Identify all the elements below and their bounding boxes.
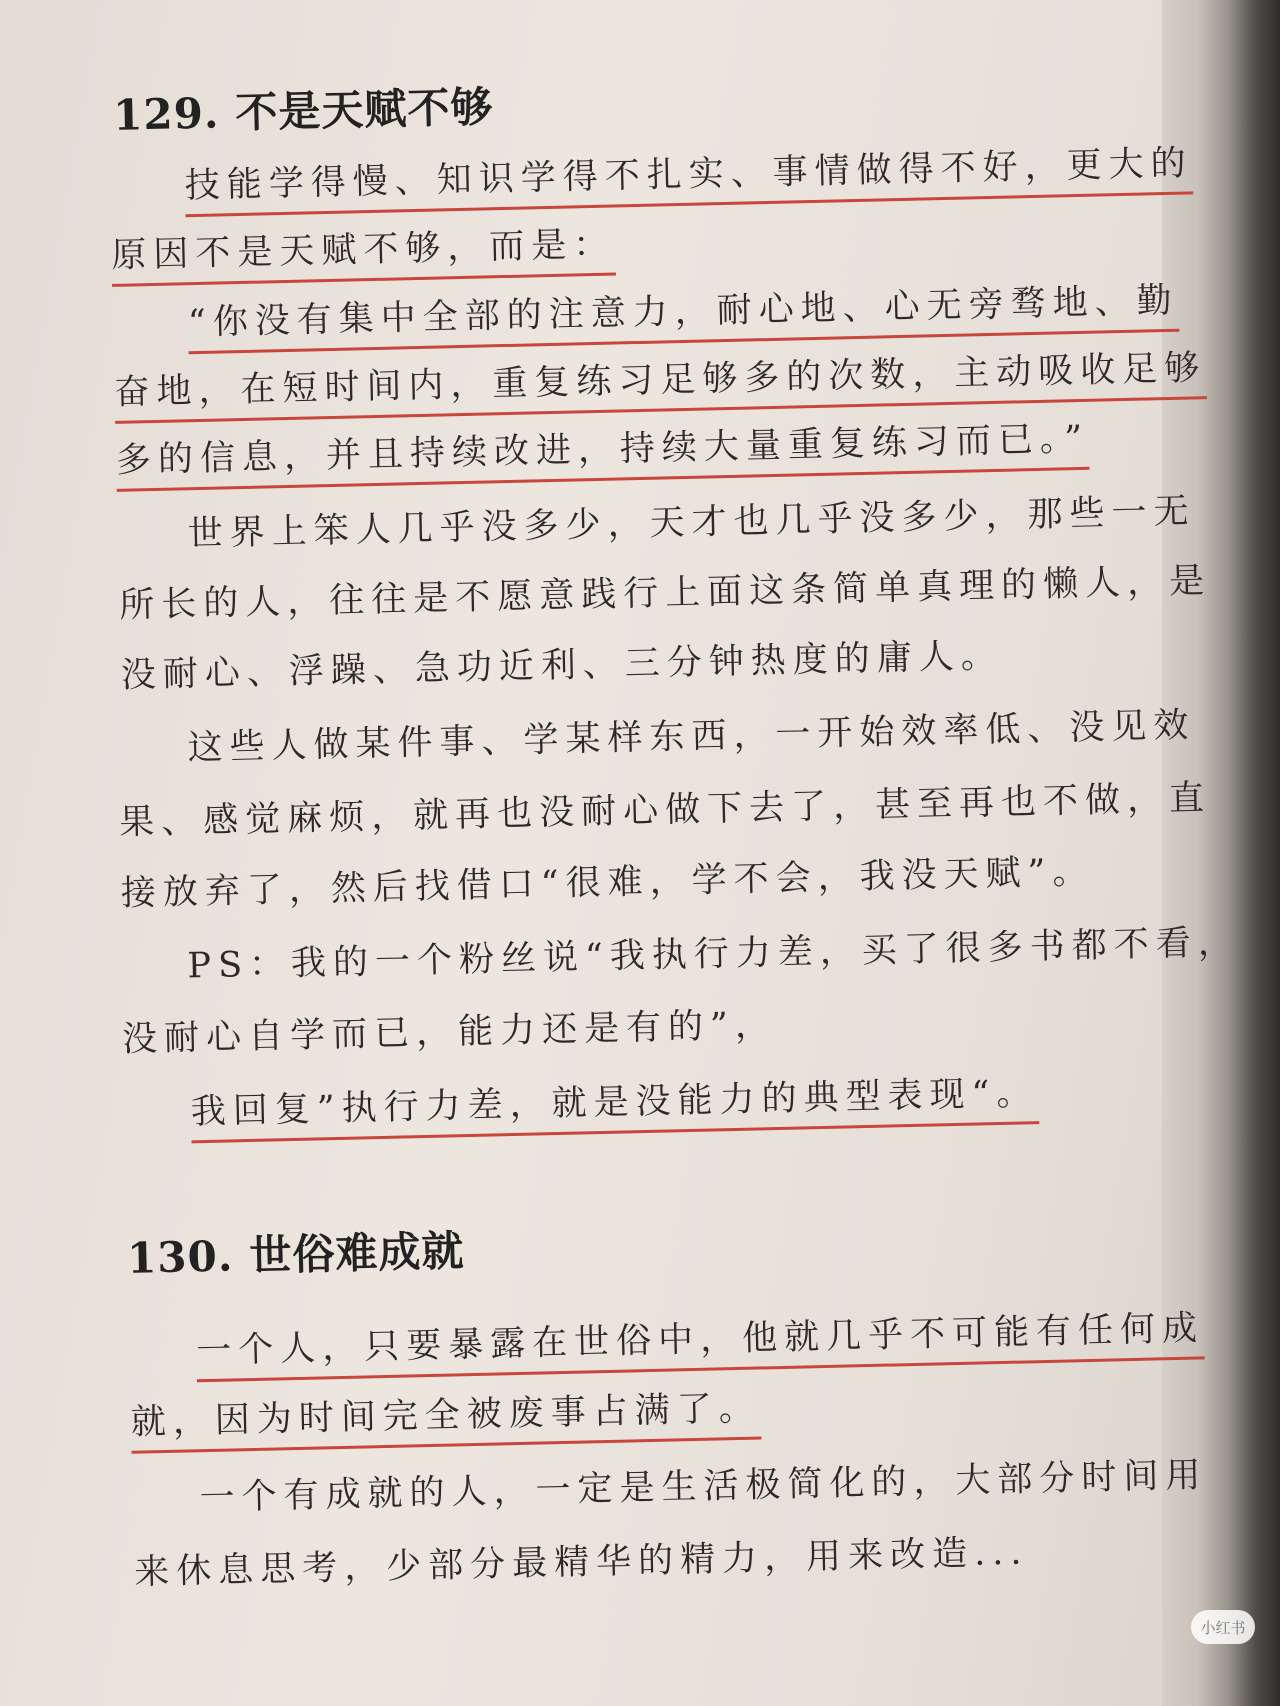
underlined-text: 技能学得慢、知识学得不扎实、事情做得不好，更大的 [184, 143, 1193, 217]
paragraph-line: PS：我的一个粉丝说“我执行力差，买了很多书都不看， [187, 922, 1241, 987]
section-title: 不是天赋不够 [234, 82, 494, 138]
underlined-text: 多的信息，并且持续改进，持续大量重复练习而已。” [116, 419, 1090, 492]
underlined-text: “你没有集中全部的注意力，耐心地、心无旁骛地、勤 [187, 281, 1179, 354]
section-130-heading [126, 1218, 465, 1286]
section-number: 130. [126, 1231, 234, 1283]
underlined-text: 原因不是天赋不够，而是： [111, 225, 616, 287]
section-129-heading [112, 74, 494, 143]
paragraph-line [110, 224, 616, 276]
underlined-text: 奋地，在短时间内，重复练习足够多的次数，主动吸收足够 [114, 348, 1207, 424]
paragraph-line [115, 418, 1090, 481]
paragraph-line [190, 1073, 1039, 1133]
paragraph-line: 一个有成就的人，一定是生活极简化的，大部分时间用 [199, 1455, 1208, 1519]
paragraph-line [184, 143, 1194, 207]
underlined-text: 我回复”执行力差，就是没能力的典型表现“。 [190, 1073, 1039, 1143]
paragraph-line [187, 280, 1180, 344]
paragraph-line: 世界上笨人几乎没多少，天才也几乎没多少，那些一无 [187, 491, 1196, 555]
paragraph-line: 没耐心、浮躁、急功近利、三分钟热度的庸人。 [120, 635, 1004, 696]
section-title: 世俗难成就 [248, 1226, 465, 1281]
paragraph-line: 没耐心自学而已，能力还是有的”， [121, 1005, 778, 1060]
underlined-text: 一个人，只要暴露在世俗中，他就几乎不可能有任何成 [196, 1308, 1205, 1382]
paragraph-line [130, 1388, 762, 1443]
paragraph-line: 所长的人，往往是不愿意践行上面这条简单真理的懒人，是 [118, 561, 1212, 626]
paragraph-line [195, 1308, 1205, 1372]
paragraph-line: 接放弃了，然后找借口“很难，学不会，我没天赋”。 [120, 851, 1095, 914]
section-number: 129. [112, 88, 221, 140]
paragraph-line: 果、感觉麻烦，就再也没耐心做下去了，甚至再也不做，直 [118, 778, 1212, 843]
watermark-badge: 小红书 [1191, 1610, 1255, 1644]
paragraph-line: 这些人做某件事、学某样东西，一开始效率低、没见效 [187, 705, 1196, 769]
paragraph-line: 来休息思考，少部分最精华的精力，用来改造... [133, 1532, 1029, 1593]
paragraph-line [114, 348, 1207, 413]
underlined-text: 就，因为时间完全被废事占满了。 [130, 1389, 761, 1454]
